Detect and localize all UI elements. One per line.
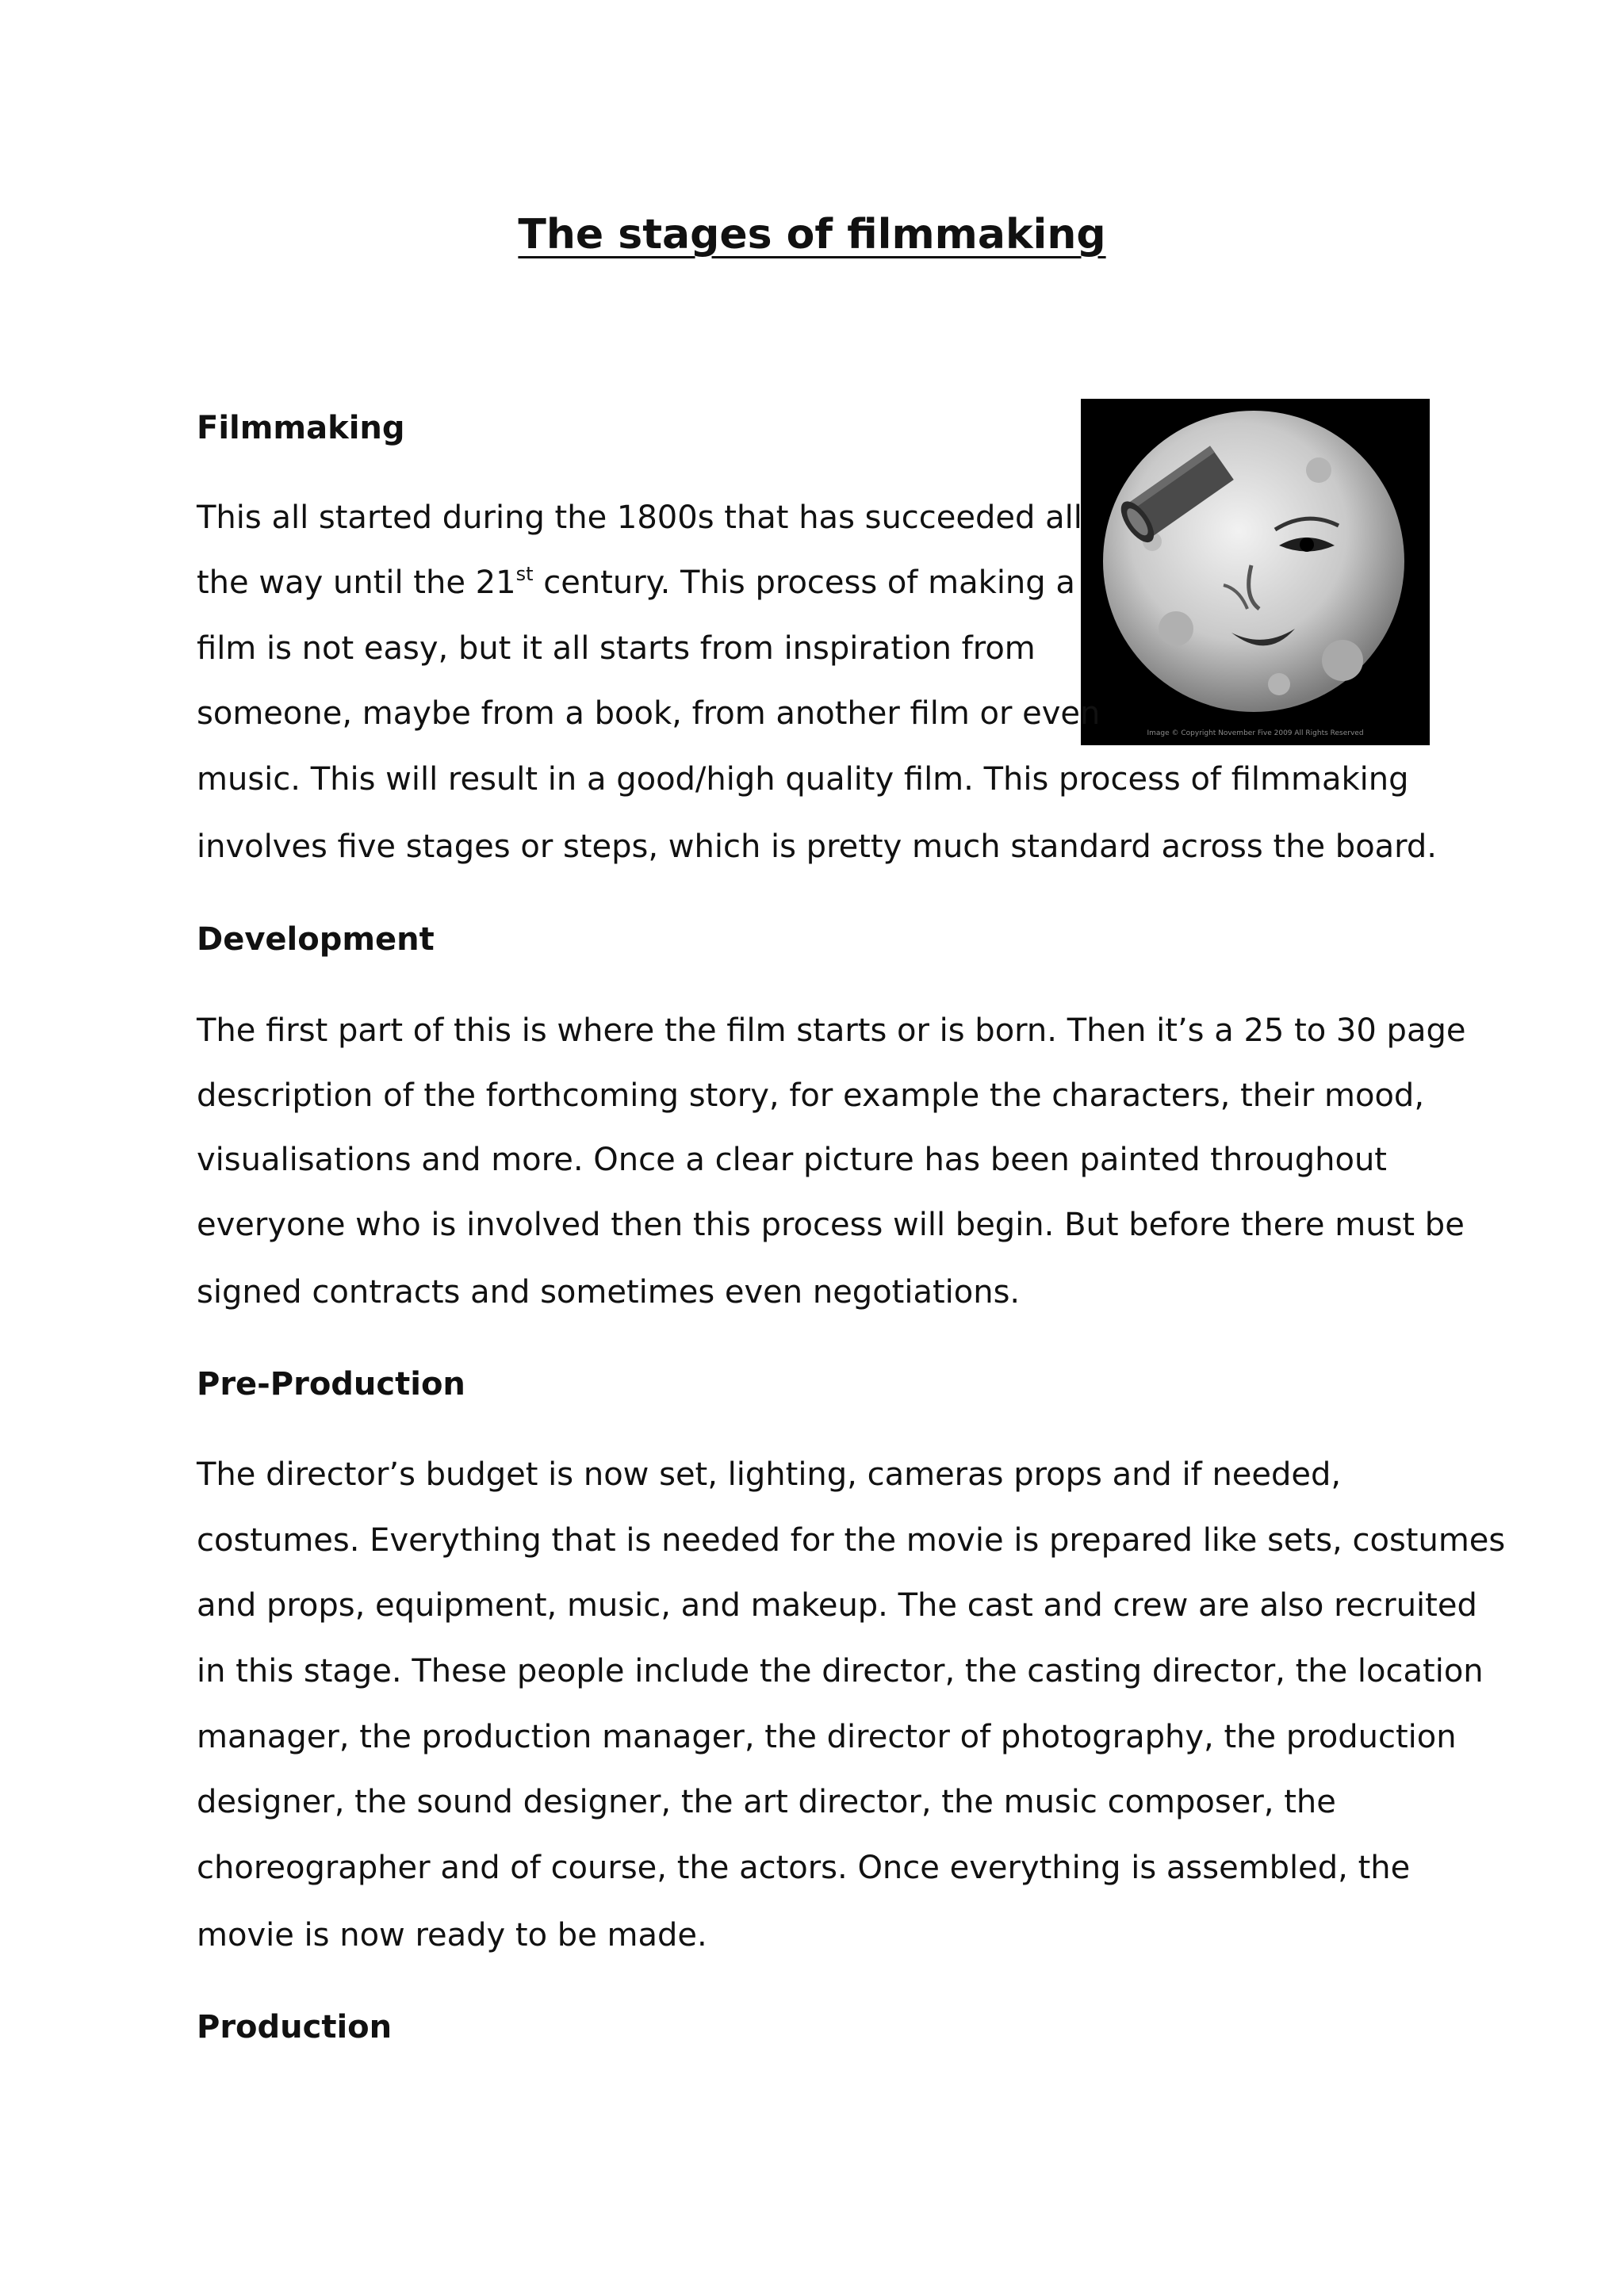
page-title [0,203,1624,266]
filmmaking-line-3: film is not easy, but it all starts from inspiration from [197,630,1036,667]
filmmaking-line-4: someone, maybe from a book, from another film or even [197,695,1101,732]
development-line: The first part of this is where the film starts or is born. Then it’s a 25 to 30 page [197,1012,1466,1049]
filmmaking-line-6: involves five stages or steps, which is pretty much standard across the board. [197,828,1438,865]
filmmaking-line-2-end: century. This process of making a [533,564,1075,601]
section-heading-filmmaking: Filmmaking [197,410,405,446]
filmmaking-line-5: music. This will result in a good/high quality film. This process of filmmaking [197,761,1409,798]
pre-production-line: in this stage. These people include the director, the casting director, the location [197,1653,1484,1689]
pre-production-line: designer, the sound designer, the art director, the music composer, the [197,1784,1336,1820]
moon-face-icon [1081,399,1430,745]
section-heading-development: Development [197,921,435,958]
filmmaking-line-1: This all started during the 1800s that has succeeded all [197,499,1082,536]
section-heading-pre-production: Pre-Production [197,1366,465,1402]
development-line: signed contracts and sometimes even negotiations. [197,1274,1021,1311]
pre-production-line: manager, the production manager, the director of photography, the production [197,1719,1457,1755]
ordinal-suffix: st [515,563,534,585]
development-line: description of the forthcoming story, for example the characters, their mood, [197,1077,1425,1114]
pre-production-line: costumes. Everything that is needed for the movie is prepared like sets, costumes [197,1522,1506,1559]
pre-production-line: The director’s budget is now set, lighting, cameras props and if needed, [197,1456,1342,1493]
moon-face-illustration [1081,399,1430,745]
page-title-text: The stages of filmmaking [518,211,1106,258]
development-line: everyone who is involved then this process will begin. But before there must be [197,1207,1465,1243]
filmmaking-line-2 [197,559,1075,607]
filmmaking-line-2-start: the way until the 21 [197,564,516,601]
development-line: visualisations and more. Once a clear picture has been painted throughout [197,1142,1387,1178]
pre-production-line: choreographer and of course, the actors. Once everything is assembled, the [197,1850,1411,1886]
section-heading-production: Production [197,2009,393,2045]
image-caption: Image © Copyright November Five 2009 All Rights Reserved [1147,729,1364,737]
pre-production-line: movie is now ready to be made. [197,1917,707,1954]
pre-production-line: and props, equipment, music, and makeup. The cast and crew are also recruited [197,1587,1477,1624]
